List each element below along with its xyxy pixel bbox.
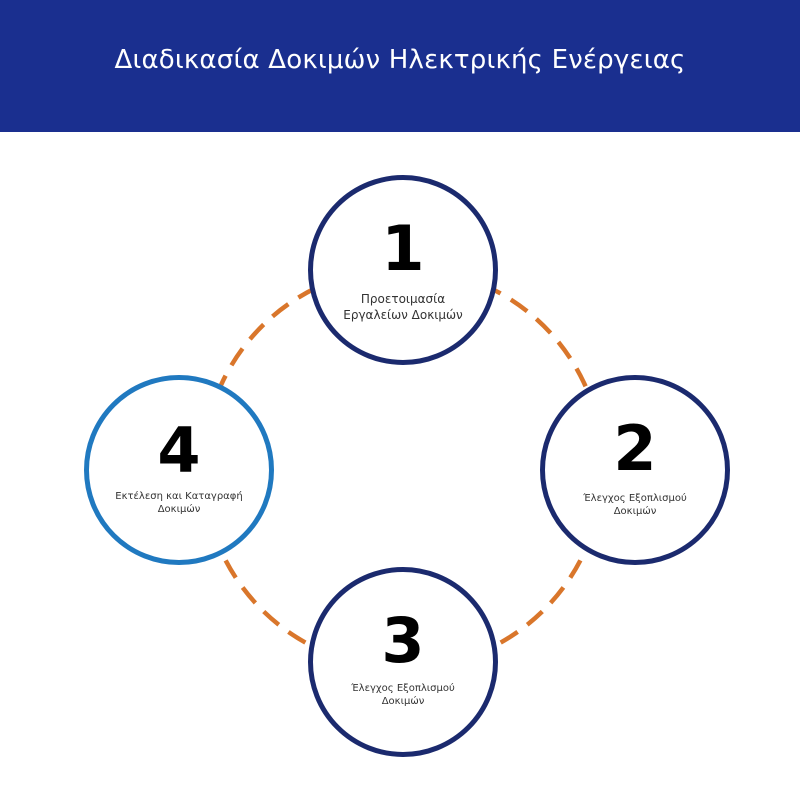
step-4-circle [84, 375, 274, 565]
step-3-label: Έλεγχος Εξοπλισμού Δοκιμών [351, 683, 455, 707]
step-1-circle [308, 175, 498, 365]
step-3-number: 3 [381, 604, 425, 677]
step-3-circle [308, 567, 498, 757]
page-title: Διαδικασία Δοκιμών Ηλεκτρικής Ενέργειας [114, 45, 686, 75]
step-2-number: 2 [613, 412, 657, 485]
step-2-label: Έλεγχος Εξοπλισμού Δοκιμών [583, 493, 687, 517]
step-1-number: 1 [381, 212, 425, 285]
step-1-label: Προετοιμασία Εργαλείων Δοκιμών [343, 292, 463, 322]
step-4-label: Εκτέλεση και Καταγραφή Δοκιμών [115, 491, 243, 515]
step-2-circle [540, 375, 730, 565]
step-4-number: 4 [157, 414, 201, 487]
